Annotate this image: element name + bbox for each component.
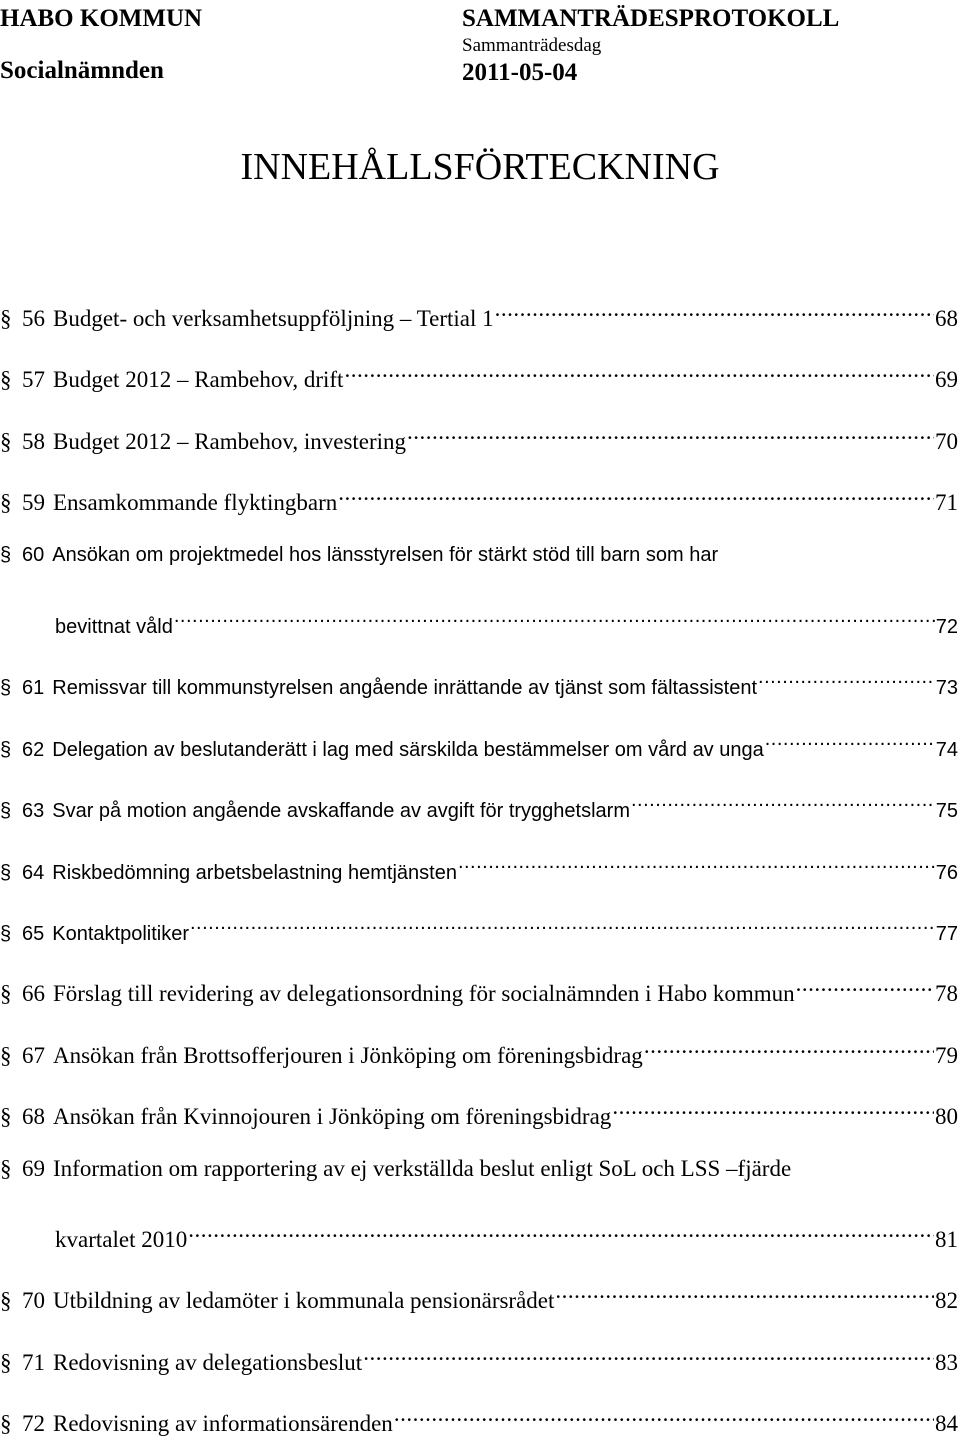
toc-entry-title: Redovisning av informationsärenden (53, 1411, 393, 1436)
toc-entry-title: Svar på motion angående avskaffande av avgift för trygghetslarm (52, 800, 630, 822)
section-symbol: § (0, 1411, 12, 1436)
toc-entry-number: 64 (22, 862, 45, 884)
toc-entry-number: 72 (22, 1411, 45, 1436)
toc-entry-page: 84 (935, 1411, 958, 1436)
dot-leader (758, 660, 935, 694)
toc-entry (0, 1397, 958, 1436)
toc-entry-page: 74 (935, 739, 958, 761)
toc-entry (0, 967, 958, 1006)
toc-entry-number: 71 (22, 1350, 45, 1375)
toc-entry-page: 68 (935, 306, 958, 331)
dot-leader (644, 1029, 934, 1063)
toc-entry-title: Ensamkommande flyktingbarn (53, 490, 338, 515)
toc-entry-continuation-line (0, 1213, 958, 1252)
section-symbol: § (0, 677, 12, 699)
toc-entry-title: Redovisning av delegationsbeslut (53, 1350, 363, 1375)
toc-entry-number: 62 (22, 739, 45, 761)
section-symbol: § (0, 429, 12, 454)
toc-entry (0, 415, 958, 454)
toc-entry-title: Utbildning av ledamöter i kommunala pensionärsrådet (53, 1288, 555, 1313)
toc-entry-number: 68 (22, 1104, 45, 1129)
dot-leader (363, 1336, 934, 1370)
section-symbol: § (0, 367, 12, 392)
section-symbol: § (0, 1156, 12, 1181)
toc-entry (0, 1029, 958, 1068)
dot-leader (458, 845, 935, 879)
dot-leader (338, 476, 934, 510)
dot-leader (174, 599, 935, 633)
document-type: SAMMANTRÄDESPROTOKOLL (462, 5, 840, 32)
toc-entry-page: 81 (935, 1227, 958, 1252)
toc-entry (0, 1090, 958, 1129)
toc-entry-continuation: bevittnat våld (55, 616, 173, 638)
toc-entry-title: Ansökan om projektmedel hos länsstyrelsen för stärkt stöd till barn som har (52, 544, 719, 566)
toc-entry-title: Information om rapportering av ej verkställda beslut enligt SoL och LSS –fjärde (53, 1156, 792, 1181)
toc-entry-number: 57 (22, 367, 45, 392)
toc-entry-continuation: kvartalet 2010 (55, 1227, 188, 1252)
toc-entry-number: 67 (22, 1043, 45, 1068)
toc-entry-number: 58 (22, 429, 45, 454)
toc-entry-page: 76 (935, 862, 958, 884)
dot-leader (555, 1274, 934, 1308)
dot-leader (495, 292, 934, 326)
toc-entry (0, 353, 958, 392)
dot-leader (765, 722, 935, 756)
section-symbol: § (0, 923, 12, 945)
toc-entry-title: Ansökan från Brottsofferjouren i Jönköping om föreningsbidrag (53, 1043, 643, 1068)
toc-entry (0, 1152, 958, 1186)
dot-leader (612, 1090, 934, 1124)
toc-entry (0, 660, 958, 699)
toc-entry-page: 73 (935, 677, 958, 699)
section-symbol: § (0, 862, 12, 884)
toc-entry-page: 71 (935, 490, 958, 515)
dot-leader (190, 906, 935, 940)
section-symbol: § (0, 1104, 12, 1129)
toc-entry (0, 845, 958, 884)
board-name: Socialnämnden (0, 57, 164, 84)
toc-entry-page: 70 (935, 429, 958, 454)
toc-entry-number: 65 (22, 923, 45, 945)
toc-entry (0, 538, 958, 572)
section-symbol: § (0, 1350, 12, 1375)
toc-entry-number: 60 (22, 544, 45, 566)
toc-entry-title: Ansökan från Kvinnojouren i Jönköping om föreningsbidrag (53, 1104, 612, 1129)
section-symbol: § (0, 739, 12, 761)
meeting-date-label: Sammanträdesdag (462, 35, 602, 56)
section-symbol: § (0, 981, 12, 1006)
toc-entry (0, 292, 958, 331)
toc-entry-title: Kontaktpolitiker (52, 923, 189, 945)
section-symbol: § (0, 490, 12, 515)
organization-name: HABO KOMMUN (0, 5, 203, 32)
toc-entry-page: 72 (935, 616, 958, 638)
section-symbol: § (0, 306, 12, 331)
section-symbol: § (0, 800, 12, 822)
section-symbol: § (0, 544, 12, 566)
dot-leader (407, 415, 934, 449)
dot-leader (188, 1213, 934, 1247)
toc-entry-page: 83 (935, 1350, 958, 1375)
toc-entry (0, 1336, 958, 1375)
toc-entry-number: 70 (22, 1288, 45, 1313)
toc-entry-title: Förslag till revidering av delegationsordning för socialnämnden i Habo kommun (53, 981, 795, 1006)
toc-entry (0, 1274, 958, 1313)
toc-entry-title: Budget- och verksamhetsuppföljning – Tertial 1 (53, 306, 494, 331)
toc-entry (0, 722, 958, 761)
toc-entry-number: 69 (22, 1156, 45, 1181)
toc-entry-number: 63 (22, 800, 45, 822)
dot-leader (796, 967, 934, 1001)
section-symbol: § (0, 1043, 12, 1068)
toc-entry-page: 80 (935, 1104, 958, 1129)
toc-entry-title: Riskbedömning arbetsbelastning hemtjänsten (52, 862, 457, 884)
toc-entry-page: 75 (935, 800, 958, 822)
toc-entry (0, 906, 958, 945)
toc-entry-title: Budget 2012 – Rambehov, investering (53, 429, 407, 454)
toc-entry-title: Remissvar till kommunstyrelsen angående inrättande av tjänst som fältassistent (52, 677, 758, 699)
dot-leader (631, 783, 935, 817)
toc-entry-page: 78 (935, 981, 958, 1006)
toc-entry-number: 66 (22, 981, 45, 1006)
toc-entry-page: 69 (935, 367, 958, 392)
dot-leader (394, 1397, 934, 1431)
toc-entry (0, 476, 958, 515)
dot-leader (344, 353, 934, 387)
meeting-date: 2011-05-04 (462, 59, 578, 86)
toc-entry-number: 61 (22, 677, 45, 699)
toc-entry-page: 77 (935, 923, 958, 945)
toc-entry (0, 783, 958, 822)
toc-entry-page: 79 (935, 1043, 958, 1068)
section-symbol: § (0, 1288, 12, 1313)
toc-entry-continuation-line (0, 599, 958, 638)
toc-entry-number: 56 (22, 306, 45, 331)
toc-entry-title: Budget 2012 – Rambehov, drift (53, 367, 344, 392)
toc-heading: INNEHÅLLSFÖRTECKNING (240, 146, 720, 188)
toc-entry-page: 82 (935, 1288, 958, 1313)
toc-entry-title: Delegation av beslutanderätt i lag med särskilda bestämmelser om vård av unga (52, 739, 764, 761)
toc-entry-number: 59 (22, 490, 45, 515)
